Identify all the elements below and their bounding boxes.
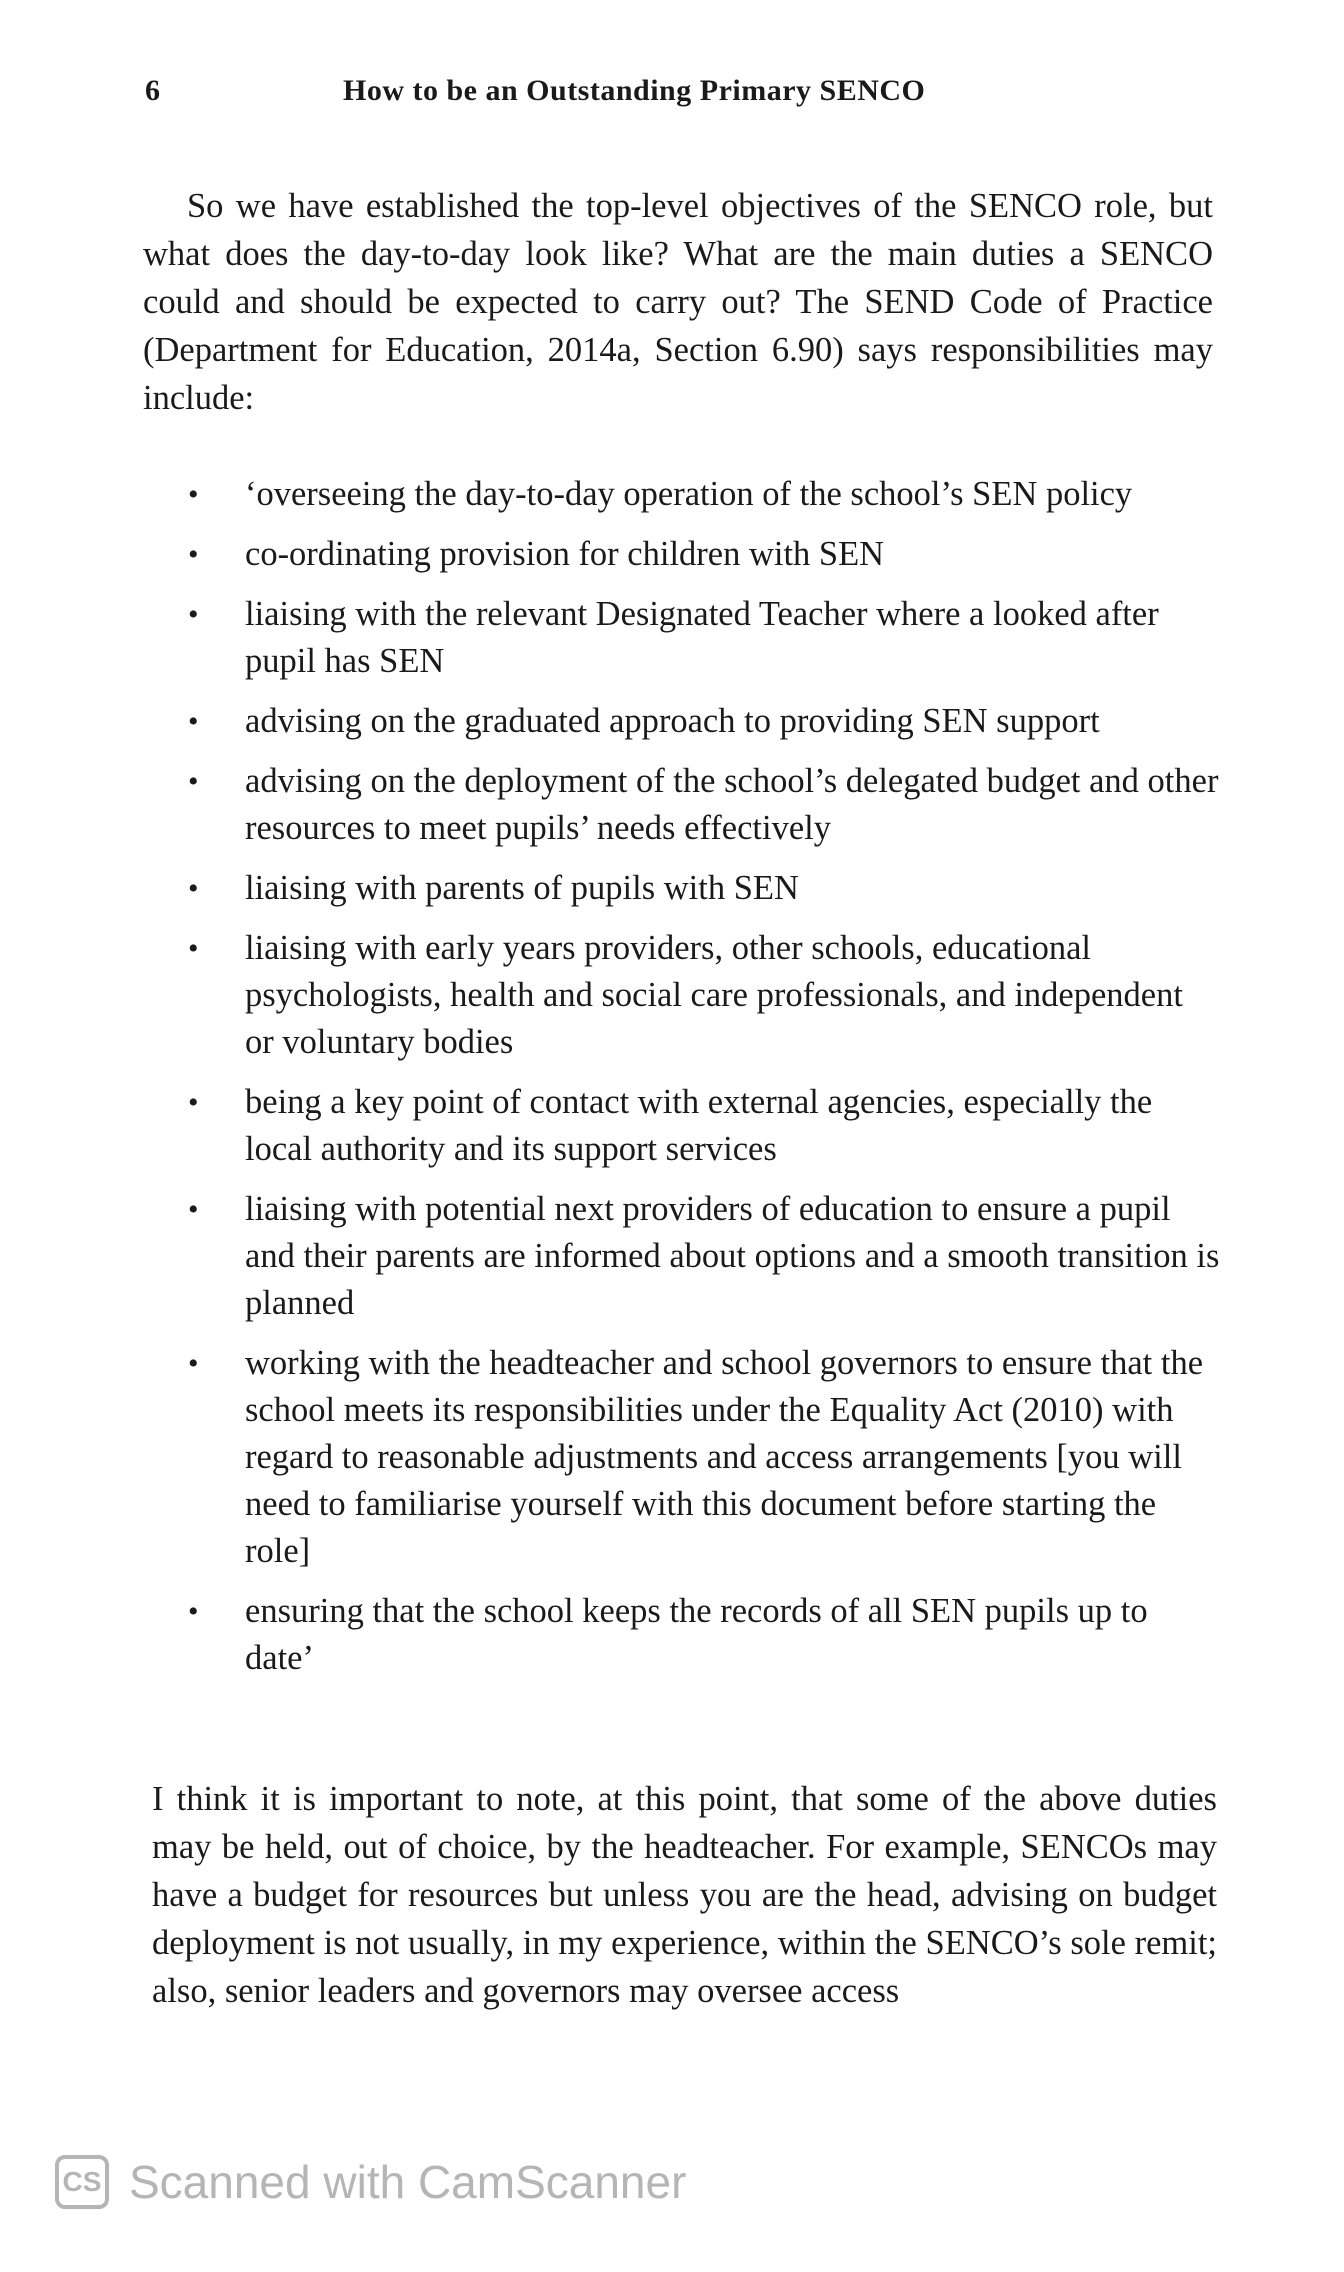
list-item-text: being a key point of contact with external agencies, especially the local authority and its support services <box>245 1083 1153 1168</box>
list-item-text: liaising with the relevant Designated Teacher where a looked after pupil has SEN <box>245 595 1159 680</box>
list-item <box>180 1186 1220 1327</box>
list-item <box>180 471 1220 518</box>
list-item <box>180 758 1220 852</box>
camscanner-watermark <box>55 2155 686 2209</box>
bullet-icon: • <box>188 538 199 571</box>
list-item <box>180 698 1220 745</box>
bullet-icon: • <box>188 598 199 631</box>
bullet-icon: • <box>188 872 199 905</box>
page-number: 6 <box>145 74 161 107</box>
bullet-icon: • <box>188 1086 199 1119</box>
running-title: How to be an Outstanding Primary SENCO <box>343 74 926 107</box>
camscanner-logo-icon: CS <box>55 2155 109 2209</box>
list-item-text: ‘overseeing the day-to-day operation of the school’s SEN policy <box>245 475 1133 513</box>
list-item-text: advising on the deployment of the school’s delegated budget and other resources to meet pupils’ needs effectively <box>245 762 1219 847</box>
list-item-text: liaising with potential next providers of education to ensure a pupil and their parents are informed about options and a smooth transition is planned <box>245 1190 1220 1322</box>
list-item-text: working with the headteacher and school governors to ensure that the school meets its responsibilities under the Equality Act (2010) with regard to reasonable adjustments and access arrangements [you will need to familiarise yourself with this document before starting the role] <box>245 1344 1204 1570</box>
list-item-text: co-ordinating provision for children with SEN <box>245 535 885 573</box>
list-item <box>180 865 1220 912</box>
intro-paragraph: So we have established the top-level objectives of the SENCO role, but what does the day-to-day look like? What are the main duties a SENCO could and should be expected to carry out? The SEND Code of Practice (Department for Education, 2014a, Section 6.90) says responsibilities may include: <box>143 187 1213 417</box>
list-item <box>180 925 1220 1066</box>
bullet-icon: • <box>188 478 199 511</box>
bullet-icon: • <box>188 765 199 798</box>
list-item <box>180 591 1220 685</box>
list-item <box>180 531 1220 578</box>
list-item <box>180 1588 1220 1682</box>
list-item <box>180 1340 1220 1575</box>
duties-list <box>180 471 1220 1695</box>
closing-paragraph: I think it is important to note, at this point, that some of the above duties may be held, out of choice, by the headteacher. For example, SENCOs may have a budget for resources but unless you are the head, advising on budget deployment is not usually, in my experience, within the SENCO’s sole remit; also, senior leaders and governors may oversee access <box>152 1780 1217 2010</box>
list-item-text: liaising with early years providers, other schools, educational psychologists, health and social care professionals, and independent or voluntary bodies <box>245 929 1183 1061</box>
bullet-icon: • <box>188 1595 199 1628</box>
list-item-text: liaising with parents of pupils with SEN <box>245 869 799 907</box>
list-item-text: advising on the graduated approach to providing SEN support <box>245 702 1100 740</box>
list-item <box>180 1079 1220 1173</box>
bullet-icon: • <box>188 932 199 965</box>
bullet-icon: • <box>188 705 199 738</box>
bullet-icon: • <box>188 1193 199 1226</box>
list-item-text: ensuring that the school keeps the records of all SEN pupils up to date’ <box>245 1592 1148 1677</box>
bullet-icon: • <box>188 1347 199 1380</box>
watermark-text: Scanned with CamScanner <box>129 2156 687 2208</box>
